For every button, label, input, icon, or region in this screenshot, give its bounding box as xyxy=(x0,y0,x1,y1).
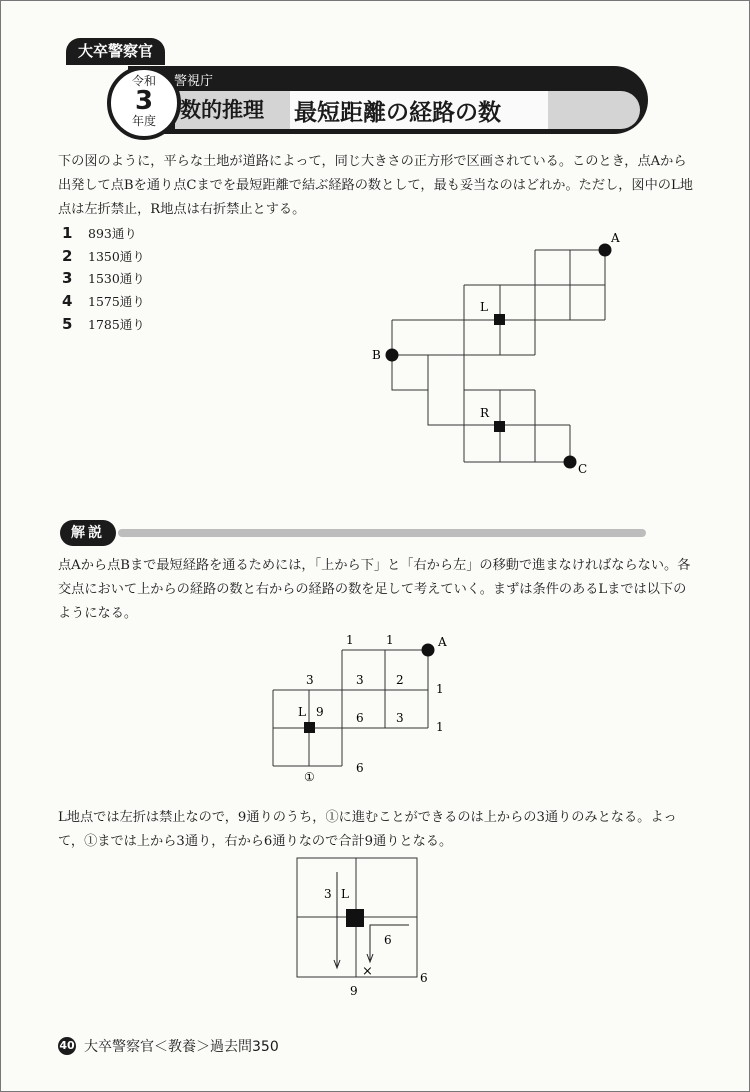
choice-number: 1 xyxy=(62,224,73,243)
figure-labels xyxy=(324,887,428,998)
count: 1 xyxy=(436,720,444,734)
count: 1 xyxy=(346,633,354,647)
category-label: 数的推理 xyxy=(180,98,264,122)
explanation-badge: 解説 xyxy=(60,520,116,546)
count: 6 xyxy=(356,761,364,775)
count: 3 xyxy=(356,673,364,687)
label-a: A xyxy=(438,635,447,649)
choice-text: 1530通り xyxy=(88,271,145,287)
choice-number: 4 xyxy=(62,292,73,311)
explanation-para-2: L地点では左折は禁止なので，9通りのうち，①に進むことができるのは上からの3通りのみとなる。よって，①までは上から3通り，右から6通りなので合計9通りとなる。 xyxy=(58,810,677,849)
label-b: B xyxy=(372,348,381,362)
choice-number: 5 xyxy=(62,314,73,333)
point-l-marker xyxy=(346,909,364,927)
choice-text: 1350通り xyxy=(88,248,145,264)
label-r: R xyxy=(480,406,490,420)
label-l: L xyxy=(480,300,488,314)
book-title: 大卒警察官＜教養＞過去問350 xyxy=(84,1039,279,1055)
circled-one: ① xyxy=(304,770,315,784)
label-l: L xyxy=(298,705,306,719)
count: 1 xyxy=(436,682,444,696)
count: 2 xyxy=(396,673,404,687)
count: 9 xyxy=(350,984,358,998)
explanation-para-1: 点Aから点Bまで最短経路を通るためには，「上から下」と「右から左」の移動で進まなければならない。各交点において上からの経路の数と右からの経路の数を足して考えていく。まずは条件のあるLまでは以下のようになる。 xyxy=(58,558,691,621)
count: 3 xyxy=(306,673,314,687)
nendo-label: 年度 xyxy=(131,114,156,128)
label-a: A xyxy=(611,231,620,245)
label-c: C xyxy=(578,462,588,476)
count: 3 xyxy=(324,887,332,901)
count: 9 xyxy=(316,705,324,719)
choice-number: 2 xyxy=(62,246,73,265)
count: 1 xyxy=(386,633,394,647)
count: 6 xyxy=(420,971,428,985)
count: 6 xyxy=(384,933,392,947)
year-number: 3 xyxy=(134,86,154,116)
choice-number: 3 xyxy=(62,269,73,288)
choice-text: 1785通り xyxy=(88,316,145,332)
question-text: 下の図のように，平らな土地が道路によって，同じ大きさの正方形で区画されている。このとき，点Aから出発して点Bを通り点Cまでを最短距離で結ぶ経路の数として，最も妥当なのはどれか。ただし，図中のL地点は左折禁止，R地点は右折禁止とする。 xyxy=(58,154,693,217)
footer xyxy=(58,1036,279,1056)
count: 6 xyxy=(356,711,364,725)
count: 3 xyxy=(396,711,404,725)
agency-label: 警視庁 xyxy=(174,74,214,89)
label-l: L xyxy=(341,887,349,901)
choice-text: 1575通り xyxy=(88,294,145,310)
era-label: 令和 xyxy=(131,74,156,88)
cross-mark: × xyxy=(362,964,373,979)
page-title: 最短距離の経路の数 xyxy=(294,100,501,126)
exam-tag: 大卒警察官 xyxy=(66,38,165,65)
page-number: 40 xyxy=(58,1037,76,1055)
choice-text: 893通り xyxy=(88,226,137,242)
